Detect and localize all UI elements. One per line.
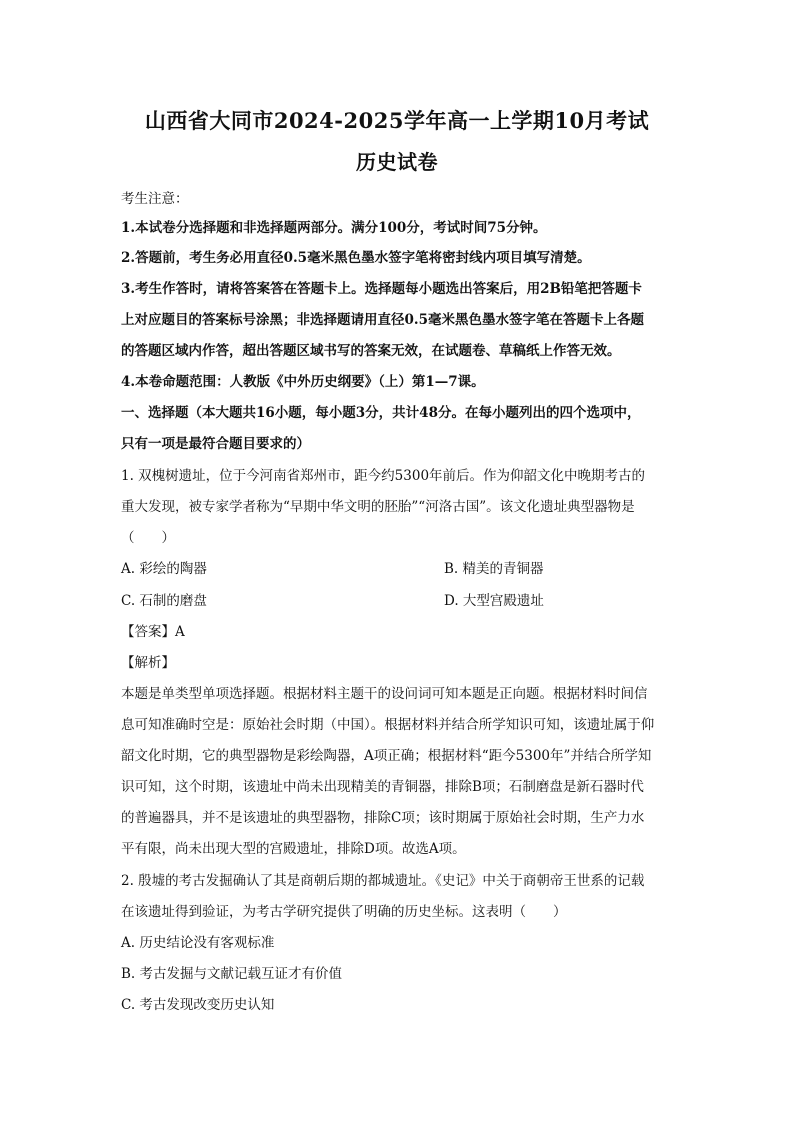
q1-analysis-line-6: 平有限，尚未出现大型的宫殿遗址，排除D项。故选A项。	[121, 841, 466, 857]
notice-item-3: 3.考生作答时，请将答案答在答题卡上。选择题每小题选出答案后，用2B铅笔把答题卡	[121, 281, 642, 297]
q2-stem-line-2: 在该遗址得到验证，为考古学研究提供了明确的历史坐标。这表明（ ）	[121, 904, 567, 920]
q1-stem-line-2: 重大发现，被专家学者称为“早期中华文明的胚胎”“河洛古国”。该文化遗址典型器物是	[121, 499, 635, 515]
q1-analysis-line-4: 识可知，这个时期，该遗址中尚未出现精美的青铜器，排除B项；石制磨盘是新石器时代	[121, 779, 644, 795]
q2-option-a: A. 历史结论没有客观标准	[121, 935, 275, 951]
q2-option-c: C. 考古发现改变历史认知	[121, 997, 275, 1013]
notice-item-4: 4.本卷命题范围：人教版《中外历史纲要》（上）第1—7课。	[121, 374, 485, 390]
q1-option-a: A. 彩绘的陶器	[121, 561, 207, 577]
notice-item-1: 1.本试卷分选择题和非选择题两部分。满分100分，考试时间75分钟。	[121, 220, 547, 236]
section-heading-line-2: 只有一项是最符合题目要求的）	[121, 436, 310, 452]
q1-analysis-line-1: 本题是单类型单项选择题。根据材料主题干的设问词可知本题是正向题。根据材料时间信	[121, 686, 648, 702]
q1-stem-line-1: 1. 双槐树遗址，位于今河南省郑州市，距今约5300年前后。作为仰韶文化中晚期考古的	[121, 468, 646, 484]
q1-analysis-line-2: 息可知准确时空是：原始社会时期（中国）。根据材料并结合所学知识可知，该遗址属于仰	[121, 717, 655, 733]
q1-option-d: D. 大型宫殿遗址	[444, 593, 544, 609]
q1-stem-line-3: （ ）	[121, 530, 175, 546]
q1-analysis-line-3: 韶文化时期，它的典型器物是彩绘陶器，A项正确；根据材料“距今5300年”并结合所学知	[121, 748, 652, 764]
exam-title: 山西省大同市2024-2025学年高一上学期10月考试	[144, 108, 650, 133]
q1-analysis-line-5: 的普遍器具，并不是该遗址的典型器物，排除C项；该时期属于原始社会时期，生产力水	[121, 810, 645, 826]
q1-option-c: C. 石制的磨盘	[121, 593, 207, 609]
q2-stem-line-1: 2. 殷墟的考古发掘确认了其是商朝后期的都城遗址。《史记》中关于商朝帝王世系的记载	[121, 873, 645, 889]
notice-item-2: 2.答题前，考生务必用直径0.5毫米黑色墨水签字笔将密封线内项目填写清楚。	[121, 250, 591, 266]
notice-item-3-cont-1: 上对应题目的答案标号涂黑；非选择题请用直径0.5毫米黑色墨水签字笔在答题卡上各题	[121, 312, 644, 328]
q1-analysis-heading: 【解析】	[121, 655, 175, 671]
section-heading-line-1: 一、选择题（本大题共16小题，每小题3分，共计48分。在每小题列出的四个选项中，	[121, 405, 641, 421]
q1-option-b: B. 精美的青铜器	[444, 561, 544, 577]
notice-item-3-cont-2: 的答题区域内作答，超出答题区域书写的答案无效，在试题卷、草稿纸上作答无效。	[121, 343, 621, 359]
notice-heading: 考生注意：	[121, 191, 189, 207]
q2-option-b: B. 考古发掘与文献记载互证才有价值	[121, 966, 343, 982]
q1-answer: 【答案】A	[121, 624, 185, 640]
exam-subtitle: 历史试卷	[356, 150, 438, 174]
